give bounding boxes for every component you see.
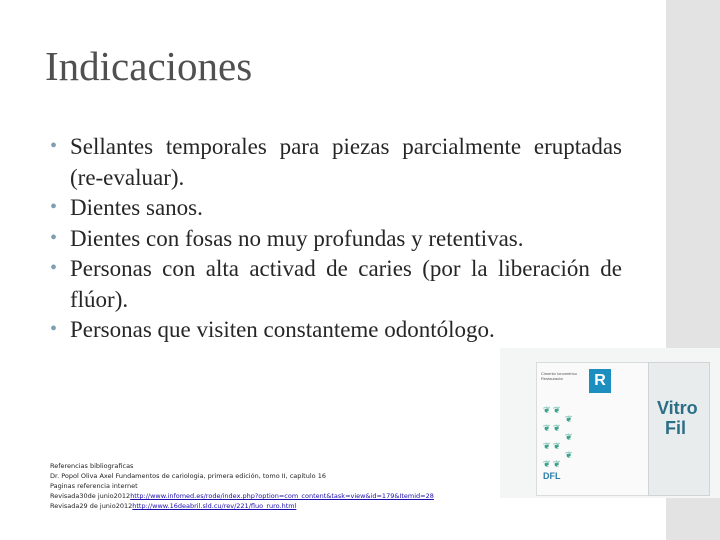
references-heading: Referencias bibliograficas xyxy=(50,462,134,470)
leaf-pattern-icon: ❦ ❦ xyxy=(543,423,561,433)
brand-badge: R xyxy=(589,369,611,393)
bullet-item xyxy=(50,132,622,193)
leaf-pattern-icon: ❦ xyxy=(565,450,573,460)
reference-date: Revisada29 de junio2012 xyxy=(50,502,133,510)
bullet-text: Personas que visiten constanteme odontólogo. xyxy=(70,317,495,342)
bullet-icon: • xyxy=(50,196,58,218)
bullet-item xyxy=(50,193,622,224)
product-side-text: Cimento Ionomérico Restaurador xyxy=(541,371,577,381)
leaf-pattern-icon: ❦ xyxy=(565,432,573,442)
product-image xyxy=(500,348,720,498)
bullet-text: Dientes sanos. xyxy=(70,195,203,220)
brand-name-line2: Fil xyxy=(665,418,686,438)
brand-name-line1: Vitro xyxy=(657,398,698,418)
maker-logo: DFL xyxy=(543,471,561,481)
reference-date: Revisada30de junio2012 xyxy=(50,492,131,500)
bullet-icon: • xyxy=(50,318,58,340)
reference-link[interactable]: http://www.infomed.es/rode/index.php?option=com_content&task=view&id=179&Itemid=28 xyxy=(130,492,434,500)
slide-title: Indicaciones xyxy=(45,43,253,89)
reference-line xyxy=(50,491,434,501)
bullet-text: Sellantes temporales para piezas parcialmente eruptadas (re-evaluar). xyxy=(70,134,622,190)
leaf-pattern-icon: ❦ ❦ xyxy=(543,441,561,451)
bullet-item xyxy=(50,224,622,255)
reference-line: Paginas referencia internet xyxy=(50,482,138,490)
bullet-text: Personas con alta activad de caries (por la liberación de flúor). xyxy=(70,256,622,312)
reference-line: Dr. Popol Oliva Axel Fundamentos de cariologia, primera edición, tomo II, capítulo 16 xyxy=(50,472,326,480)
bullet-text: Dientes con fosas no muy profundas y retentivas. xyxy=(70,225,524,251)
reference-line xyxy=(50,501,434,511)
references-block xyxy=(50,461,434,511)
bullet-list xyxy=(50,132,622,346)
bullet-icon: • xyxy=(50,257,58,279)
bullet-item xyxy=(50,315,622,346)
bullet-icon: • xyxy=(50,135,58,157)
leaf-pattern-icon: ❦ xyxy=(565,414,573,424)
product-box-side xyxy=(648,362,710,496)
product-box-front xyxy=(536,362,650,496)
leaf-pattern-icon: ❦ ❦ xyxy=(543,405,561,415)
bullet-icon: • xyxy=(50,226,58,249)
bullet-item xyxy=(50,254,622,315)
reference-link[interactable]: http://www.16deabril.sld.cu/rev/221/fluo_ruro.html xyxy=(132,502,297,510)
leaf-pattern-icon: ❦ ❦ xyxy=(543,459,561,469)
